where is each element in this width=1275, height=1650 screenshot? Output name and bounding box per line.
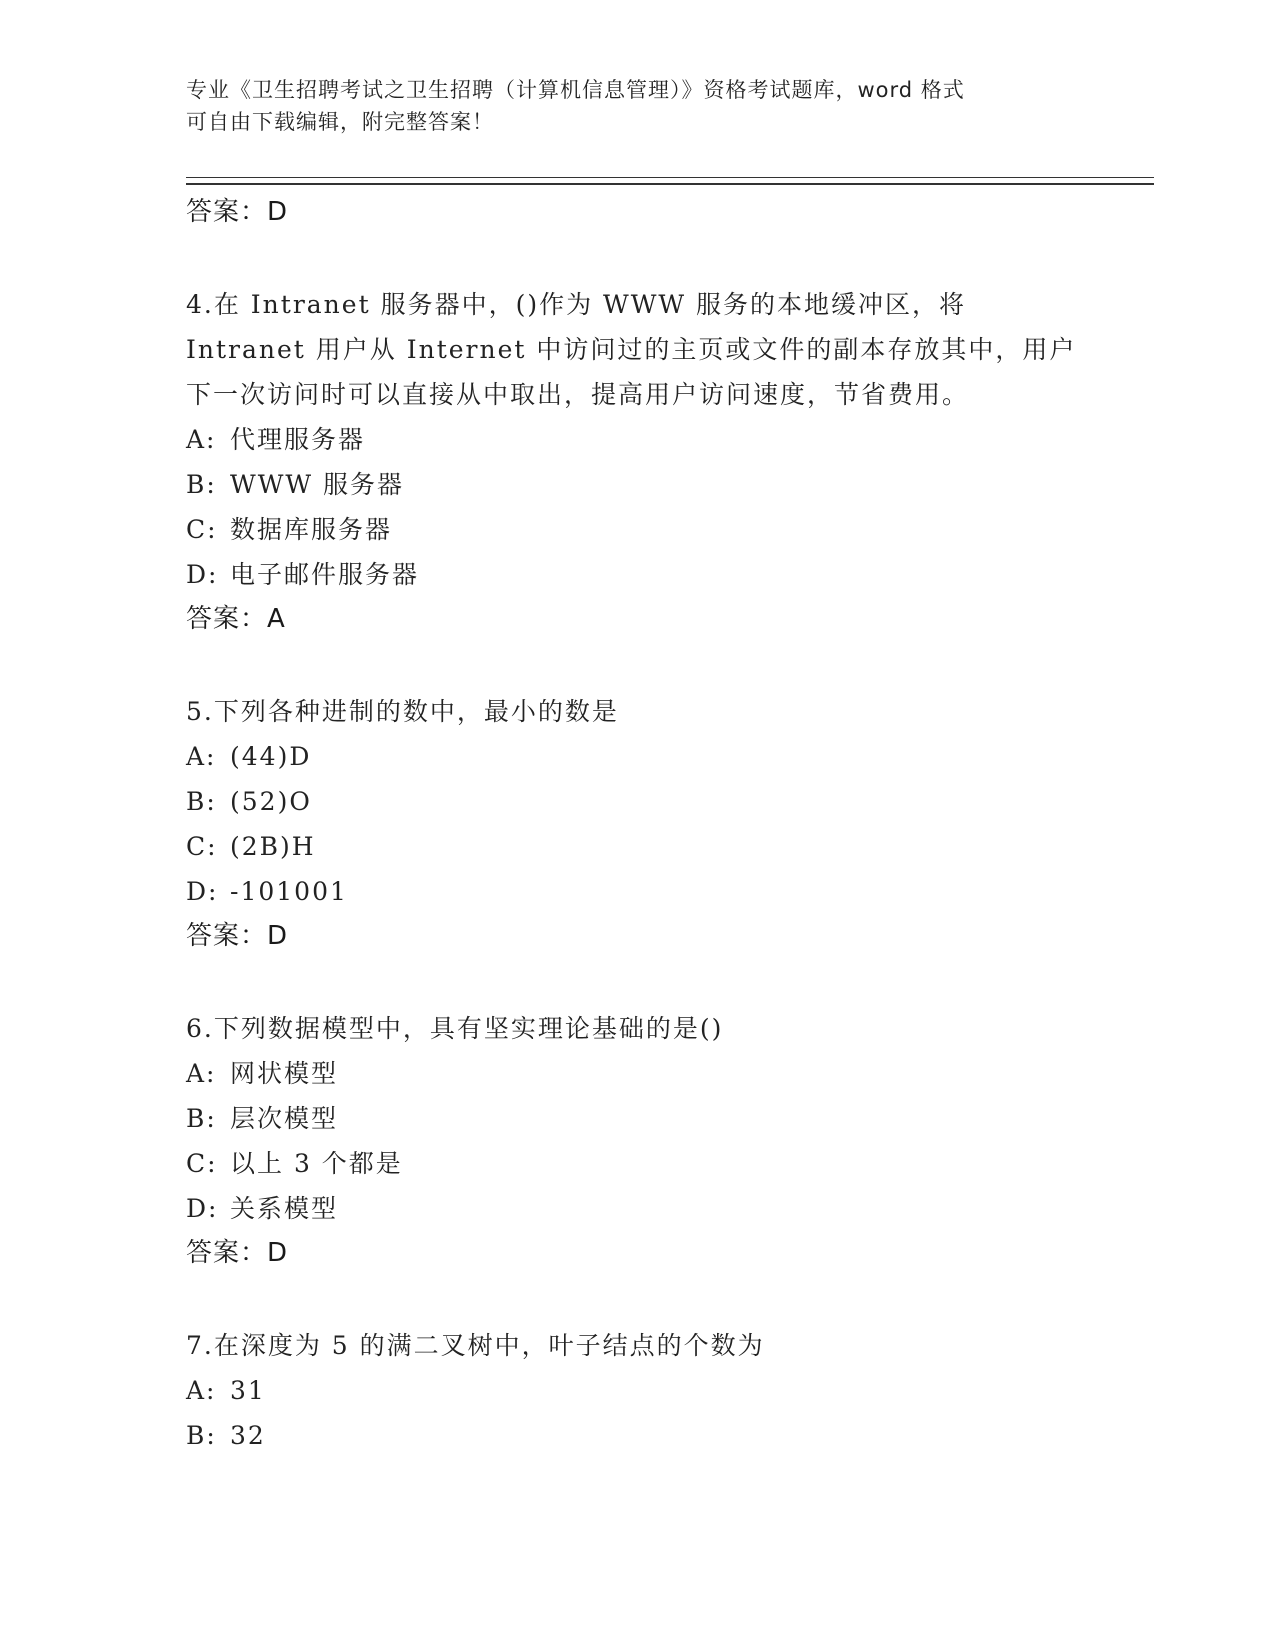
option-text: (52)O xyxy=(230,787,312,816)
option-key: D: xyxy=(186,1194,219,1223)
question-4-option-d xyxy=(186,552,1086,597)
question-5-option-d xyxy=(186,869,1086,914)
option-key: D: xyxy=(186,877,219,906)
question-6-option-d xyxy=(186,1186,1086,1231)
option-key: B: xyxy=(186,1104,217,1133)
question-6-option-b xyxy=(186,1096,1086,1141)
option-text: (44)D xyxy=(230,742,312,771)
option-text: 代理服务器 xyxy=(230,425,366,454)
question-4-option-a xyxy=(186,417,1086,462)
question-6-option-c xyxy=(186,1141,1086,1186)
question-list xyxy=(186,190,1086,1458)
question-4-stem: 4.在 Intranet 服务器中，()作为 WWW 服务的本地缓冲区，将 Intranet 用户从 Internet 中访问过的主页或文件的副本存放其中，用户下一次访问时可以直接从中取出，提高用户访问速度，节省费用。 xyxy=(186,290,1077,409)
question-7-stem: 7.在深度为 5 的满二叉树中，叶子结点的个数为 xyxy=(186,1331,765,1360)
option-text: 数据库服务器 xyxy=(230,515,393,544)
question-5-answer: 答案：D xyxy=(186,921,289,951)
header-divider xyxy=(186,177,1154,185)
option-key: D: xyxy=(186,560,219,589)
option-key: A: xyxy=(186,1376,217,1405)
option-key: B: xyxy=(186,470,217,499)
question-6-answer: 答案：D xyxy=(186,1238,289,1268)
page-header xyxy=(186,74,1076,138)
question-4-answer: 答案：A xyxy=(186,604,286,634)
option-key: C: xyxy=(186,1149,218,1178)
option-text: WWW 服务器 xyxy=(230,470,405,499)
option-text: 电子邮件服务器 xyxy=(230,560,420,589)
option-text: 网状模型 xyxy=(230,1059,339,1088)
question-5-option-b xyxy=(186,779,1086,824)
option-text: 以上 3 个都是 xyxy=(230,1149,403,1178)
question-4-option-c xyxy=(186,507,1086,552)
option-text: 31 xyxy=(230,1376,266,1405)
option-key: A: xyxy=(186,425,217,454)
answer-previous: 答案：D xyxy=(186,197,289,227)
question-6-stem: 6.下列数据模型中，具有坚实理论基础的是() xyxy=(186,1014,724,1043)
question-5-stem: 5.下列各种进制的数中，最小的数是 xyxy=(186,697,619,726)
question-7-option-a xyxy=(186,1368,1086,1413)
question-6-option-a xyxy=(186,1051,1086,1096)
question-7 xyxy=(186,1323,1086,1458)
option-text: 关系模型 xyxy=(230,1194,339,1223)
question-5-option-c xyxy=(186,824,1086,869)
option-key: A: xyxy=(186,1059,217,1088)
header-title-line-2: 可自由下载编辑，附完整答案！ xyxy=(186,110,494,134)
option-key: B: xyxy=(186,1421,217,1450)
question-5-option-a xyxy=(186,734,1086,779)
option-key: C: xyxy=(186,832,218,861)
option-key: A: xyxy=(186,742,217,771)
option-key: C: xyxy=(186,515,218,544)
header-title-line-1: 专业《卫生招聘考试之卫生招聘（计算机信息管理）》资格考试题库，word 格式 xyxy=(186,78,965,102)
question-6 xyxy=(186,1006,1086,1275)
option-text: (2B)H xyxy=(230,832,316,861)
question-4-option-b xyxy=(186,462,1086,507)
option-text: 层次模型 xyxy=(230,1104,339,1133)
option-text: -101001 xyxy=(230,877,348,906)
option-text: 32 xyxy=(230,1421,266,1450)
question-7-option-b xyxy=(186,1413,1086,1458)
option-key: B: xyxy=(186,787,217,816)
question-5 xyxy=(186,689,1086,958)
question-4 xyxy=(186,282,1086,641)
